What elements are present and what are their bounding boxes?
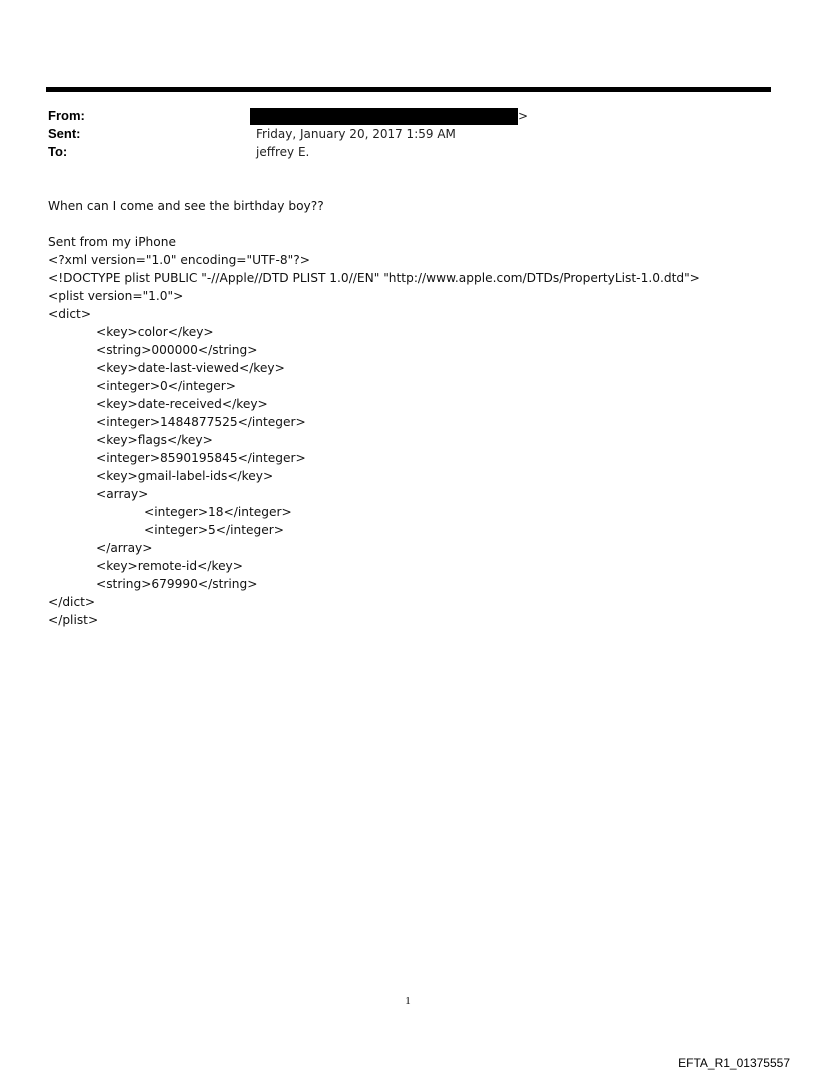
dict-line: <string>679990</string> <box>96 577 258 591</box>
email-body <box>48 197 788 629</box>
plist-close: </plist> <box>48 613 99 627</box>
dict-line: <integer>8590195845</integer> <box>96 451 306 465</box>
sent-label: Sent: <box>48 126 81 141</box>
dict-line: <integer>1484877525</integer> <box>96 415 306 429</box>
dict-line: <key>flags</key> <box>96 433 213 447</box>
blank-line <box>48 215 788 233</box>
array-line: <integer>18</integer> <box>144 505 292 519</box>
header-rule <box>46 87 771 92</box>
dict-line: </array> <box>96 541 153 555</box>
dict-line: <key>date-last-viewed</key> <box>96 361 285 375</box>
signature-text: Sent from my iPhone <box>48 235 176 249</box>
to-label: To: <box>48 144 68 159</box>
dict-close: </dict> <box>48 595 96 609</box>
dict-line: <key>color</key> <box>96 325 214 339</box>
doctype-line: <!DOCTYPE plist PUBLIC "-//Apple//DTD PLIST 1.0//EN" "http://www.apple.com/DTDs/PropertyList-1.0.dtd"> <box>48 271 700 285</box>
array-line: <integer>5</integer> <box>144 523 284 537</box>
dict-line: <key>remote-id</key> <box>96 559 243 573</box>
from-label: From: <box>48 108 85 123</box>
dict-line: <key>gmail-label-ids</key> <box>96 469 274 483</box>
from-value-tail: > <box>518 109 529 123</box>
dict-line: <array> <box>96 487 149 501</box>
redaction-block <box>250 108 518 125</box>
plist-open: <plist version="1.0"> <box>48 289 184 303</box>
dict-open: <dict> <box>48 307 92 321</box>
sent-value: Friday, January 20, 2017 1:59 AM <box>256 127 456 141</box>
dict-line: <integer>0</integer> <box>96 379 236 393</box>
xml-declaration: <?xml version="1.0" encoding="UTF-8"?> <box>48 253 310 267</box>
page-number: 1 <box>405 995 411 1007</box>
document-id: EFTA_R1_01375557 <box>678 1056 790 1070</box>
message-text: When can I come and see the birthday boy?? <box>48 199 324 213</box>
to-value: jeffrey E. <box>256 145 310 159</box>
dict-line: <key>date-received</key> <box>96 397 268 411</box>
dict-line: <string>000000</string> <box>96 343 258 357</box>
